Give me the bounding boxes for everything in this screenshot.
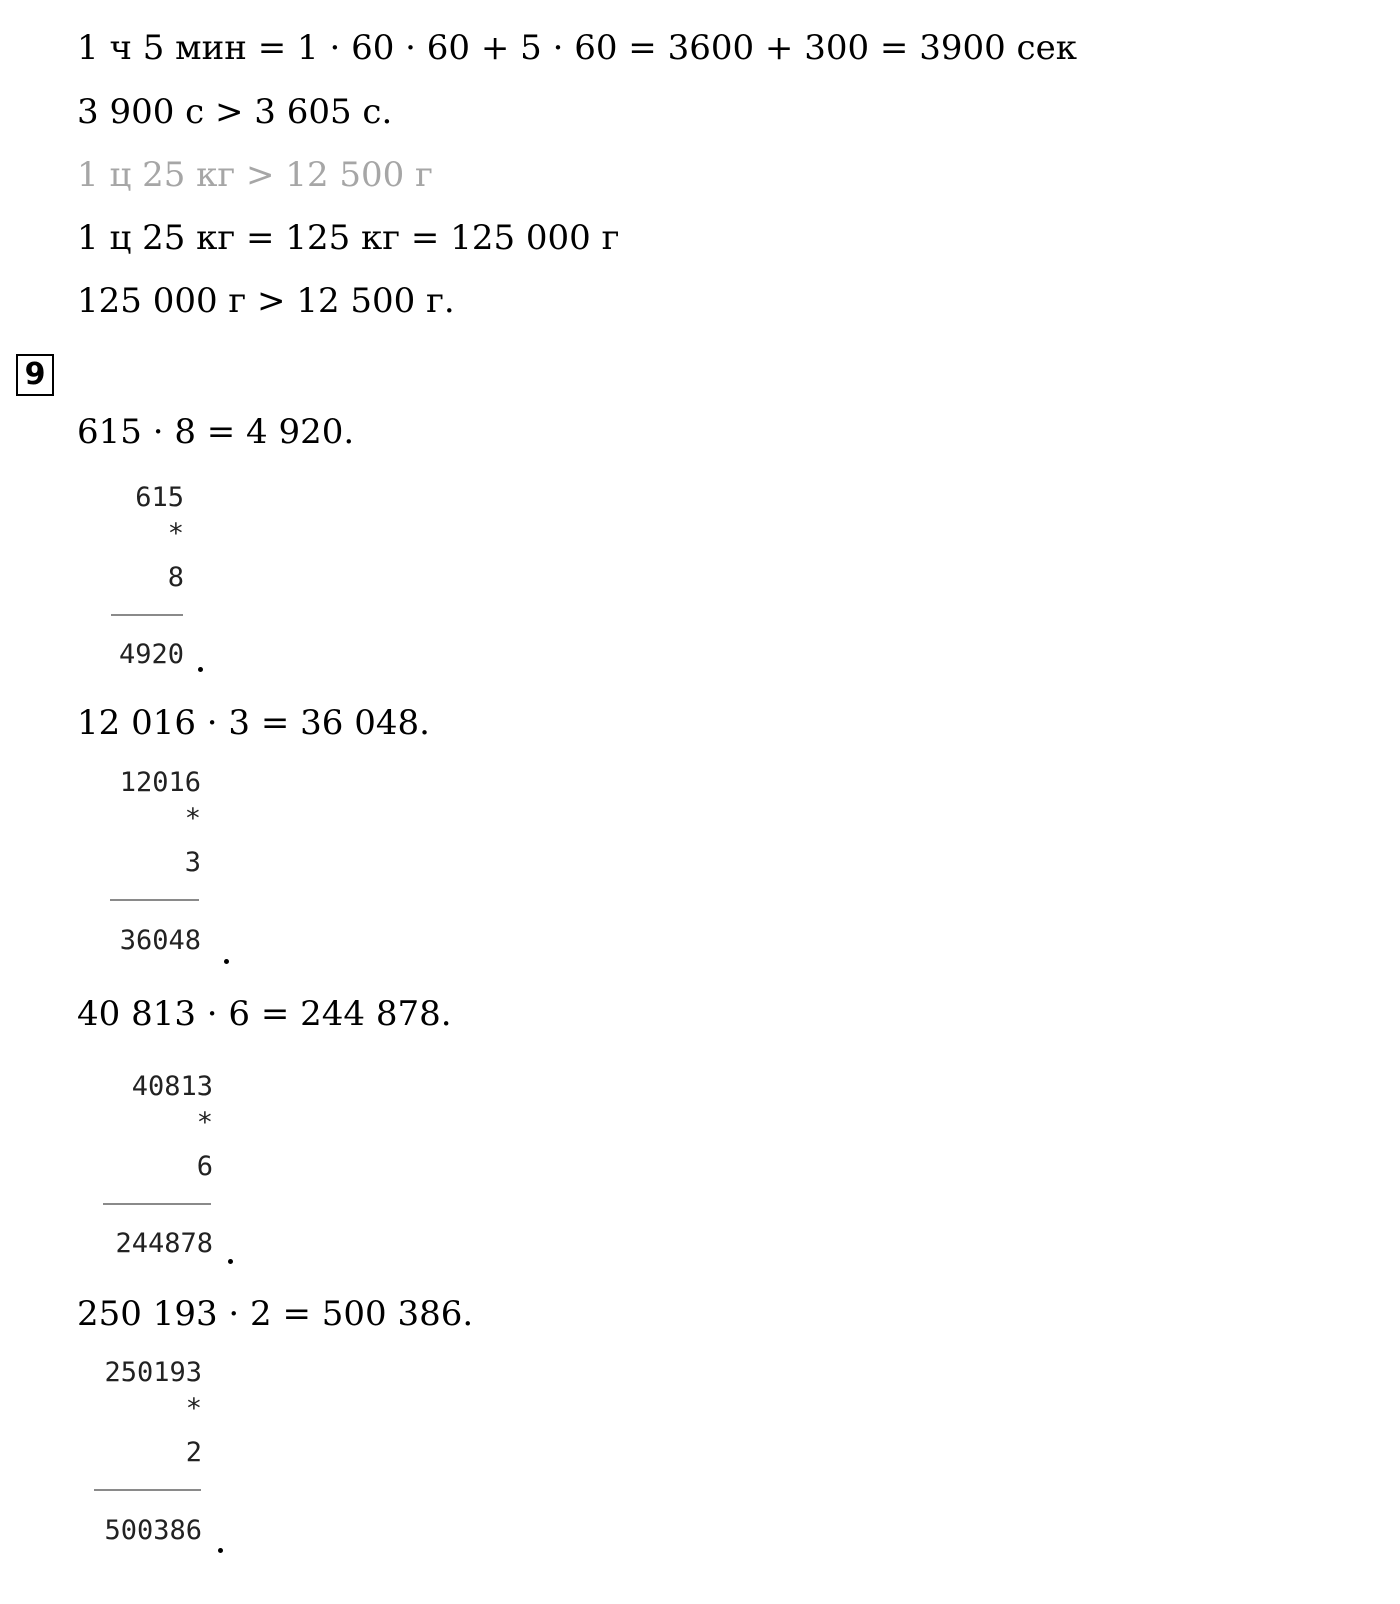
problem-equation: 12 016 · 3 = 36 048.	[77, 703, 430, 743]
time-conversion-line: 1 ч 5 мин = 1 · 60 · 60 + 5 · 60 = 3600 + 300 = 3900 сек	[77, 28, 1077, 68]
column-period	[218, 1548, 223, 1553]
column-period	[198, 667, 203, 672]
column-rule	[103, 1203, 211, 1205]
column-period	[228, 1259, 233, 1264]
column-operator: *	[184, 803, 201, 834]
column-top-number: 12016	[119, 767, 201, 798]
column-bottom-number: 3	[184, 847, 201, 878]
column-bottom-number: 2	[185, 1437, 202, 1468]
column-period	[224, 959, 229, 964]
column-result: 244878	[115, 1228, 213, 1259]
time-comparison-line: 3 900 с > 3 605 с.	[77, 92, 393, 132]
problem-equation: 250 193 · 2 = 500 386.	[77, 1294, 474, 1334]
column-top-number: 615	[135, 482, 184, 513]
column-rule	[111, 614, 183, 616]
column-rule	[110, 899, 199, 901]
column-top-number: 250193	[104, 1357, 202, 1388]
mass-comparison-prompt: 1 ц 25 кг > 12 500 г	[77, 155, 433, 195]
column-result: 36048	[119, 925, 201, 956]
column-operator: *	[196, 1107, 213, 1138]
column-result: 500386	[104, 1515, 202, 1546]
column-bottom-number: 6	[196, 1151, 213, 1182]
mass-comparison-line: 125 000 г > 12 500 г.	[77, 281, 455, 321]
problem-equation: 615 · 8 = 4 920.	[77, 412, 355, 452]
column-operator: *	[167, 518, 184, 549]
problem-equation: 40 813 · 6 = 244 878.	[77, 994, 452, 1034]
column-bottom-number: 8	[167, 562, 184, 593]
column-rule	[94, 1489, 201, 1491]
mass-conversion-line: 1 ц 25 кг = 125 кг = 125 000 г	[77, 218, 620, 258]
column-top-number: 40813	[131, 1071, 213, 1102]
column-result: 4920	[118, 639, 184, 670]
task-number-badge: 9	[16, 354, 54, 396]
column-operator: *	[185, 1393, 202, 1424]
